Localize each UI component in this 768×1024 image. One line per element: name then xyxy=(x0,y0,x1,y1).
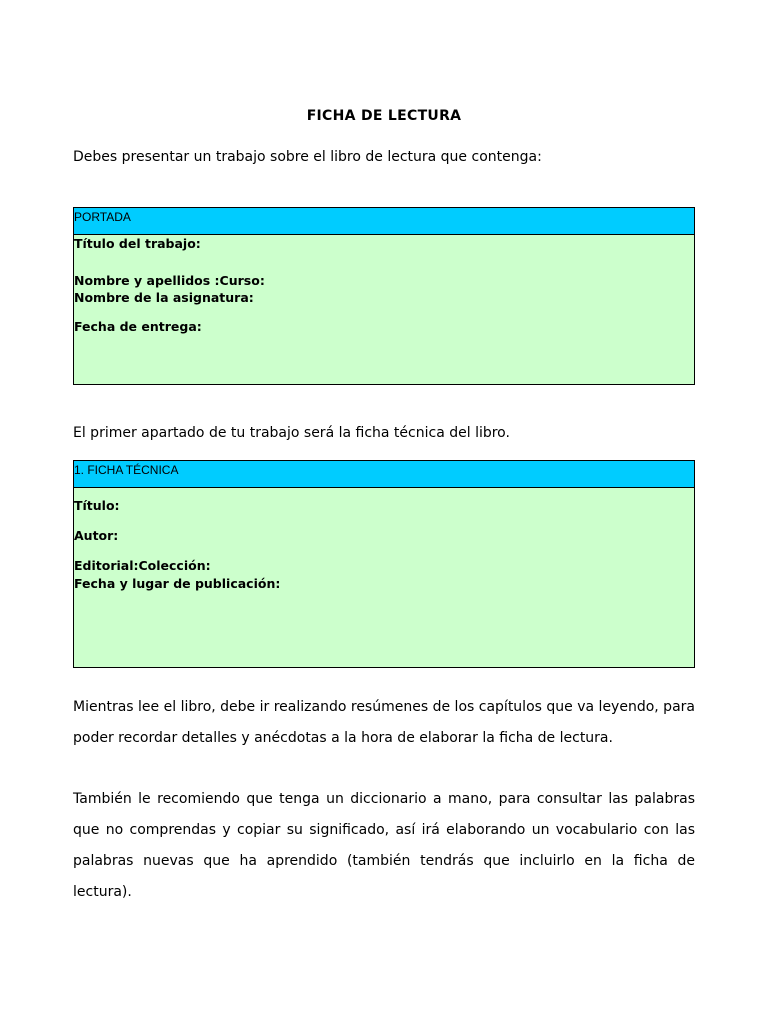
portada-body xyxy=(74,235,694,384)
ficha-tecnica-body xyxy=(74,488,694,667)
ficha-field-fecha-lugar: Fecha y lugar de publicación: xyxy=(74,576,281,591)
paragraph-diccionario: También le recomiendo que tenga un diccionario a mano, para consultar las palabras que no comprendas y copiar su significado, así irá elaborando un vocabulario con las palabras nuevas que ha aprendido (también tendrás que incluirlo en la ficha de lectura). xyxy=(73,791,695,900)
second-intro-text: El primer apartado de tu trabajo será la ficha técnica del libro. xyxy=(73,425,510,441)
portada-field-asignatura: Nombre de la asignatura: xyxy=(74,290,254,305)
ficha-field-autor: Autor: xyxy=(74,528,119,543)
document-title: FICHA DE LECTURA xyxy=(306,108,462,124)
paragraph-resumenes: Mientras lee el libro, debe ir realizando resúmenes de los capítulos que va leyendo, para poder recordar detalles y anécdotas a la hora de elaborar la ficha de lectura. xyxy=(73,699,695,746)
ficha-field-titulo: Título: xyxy=(74,498,120,513)
ficha-tecnica-box xyxy=(73,460,695,668)
portada-field-nombre: Nombre y apellidos :Curso: xyxy=(74,273,265,288)
portada-box xyxy=(73,207,695,385)
portada-field-titulo: Título del trabajo: xyxy=(74,236,201,251)
ficha-tecnica-header: 1. FICHA TÉCNICA xyxy=(74,461,694,488)
portada-header: PORTADA xyxy=(74,208,694,235)
portada-field-fecha: Fecha de entrega: xyxy=(74,319,202,334)
ficha-field-editorial: Editorial:Colección: xyxy=(74,558,211,573)
intro-text: Debes presentar un trabajo sobre el libro de lectura que contenga: xyxy=(73,149,542,165)
